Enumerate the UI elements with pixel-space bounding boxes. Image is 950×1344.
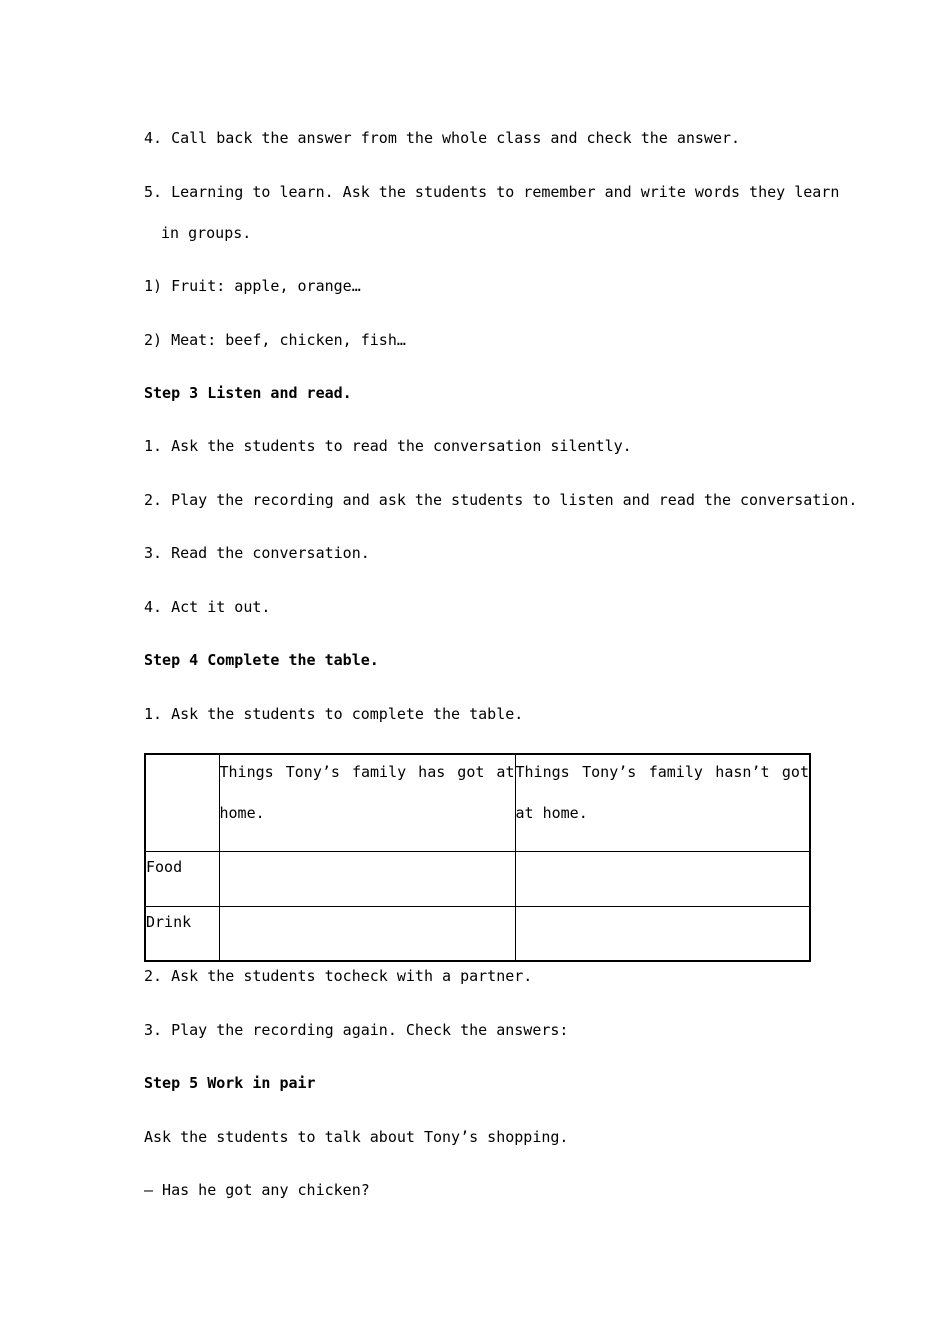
- row-label-cell: [145, 851, 219, 906]
- table-header-cell: [515, 754, 810, 851]
- instruction-line: 1. Ask the students to complete the table.: [144, 705, 524, 723]
- step-heading: Step 3 Listen and read.: [144, 384, 352, 402]
- instruction-line: 4. Call back the answer from the whole class and check the answer.: [144, 129, 741, 147]
- table-header-cell: [219, 754, 515, 851]
- dialogue-line: — Has he got any chicken?: [144, 1181, 370, 1199]
- instruction-line: 5. Learning to learn. Ask the students to remember and write words they learn: [144, 183, 840, 201]
- header-text-line: Things Tony’s family hasn’t got: [515, 763, 809, 781]
- instruction-line: 3. Play the recording again. Check the answers:: [144, 1021, 569, 1039]
- row-label: Drink: [146, 912, 192, 931]
- list-item: 1) Fruit: apple, orange…: [144, 277, 361, 295]
- instruction-line: 4. Act it out.: [144, 598, 271, 616]
- completion-table: [144, 753, 811, 962]
- list-item: 2) Meat: beef, chicken, fish…: [144, 331, 406, 349]
- row-label-cell: [145, 906, 219, 961]
- table-header-row: [145, 754, 810, 851]
- table-cell: [515, 851, 810, 906]
- instruction-line: 2. Ask the students tocheck with a partner.: [144, 967, 533, 985]
- table-cell: [219, 851, 515, 906]
- step-heading: Step 4 Complete the table.: [144, 651, 379, 669]
- table-cell: [219, 906, 515, 961]
- header-text-line: at home.: [515, 804, 588, 822]
- table-cell: [515, 906, 810, 961]
- instruction-line-continuation: in groups.: [161, 224, 252, 242]
- row-label: Food: [146, 857, 183, 876]
- instruction-line: 2. Play the recording and ask the students to listen and read the conversation.: [144, 491, 858, 509]
- header-text-line: home.: [219, 804, 265, 822]
- table-corner-cell: [145, 754, 219, 851]
- header-text-line: Things Tony’s family has got at: [219, 763, 515, 781]
- table-row: [145, 851, 810, 906]
- step-heading: Step 5 Work in pair: [144, 1074, 316, 1092]
- instruction-line: 1. Ask the students to read the conversation silently.: [144, 437, 632, 455]
- table-row: [145, 906, 810, 961]
- instruction-line: Ask the students to talk about Tony’s shopping.: [144, 1128, 569, 1146]
- instruction-line: 3. Read the conversation.: [144, 544, 370, 562]
